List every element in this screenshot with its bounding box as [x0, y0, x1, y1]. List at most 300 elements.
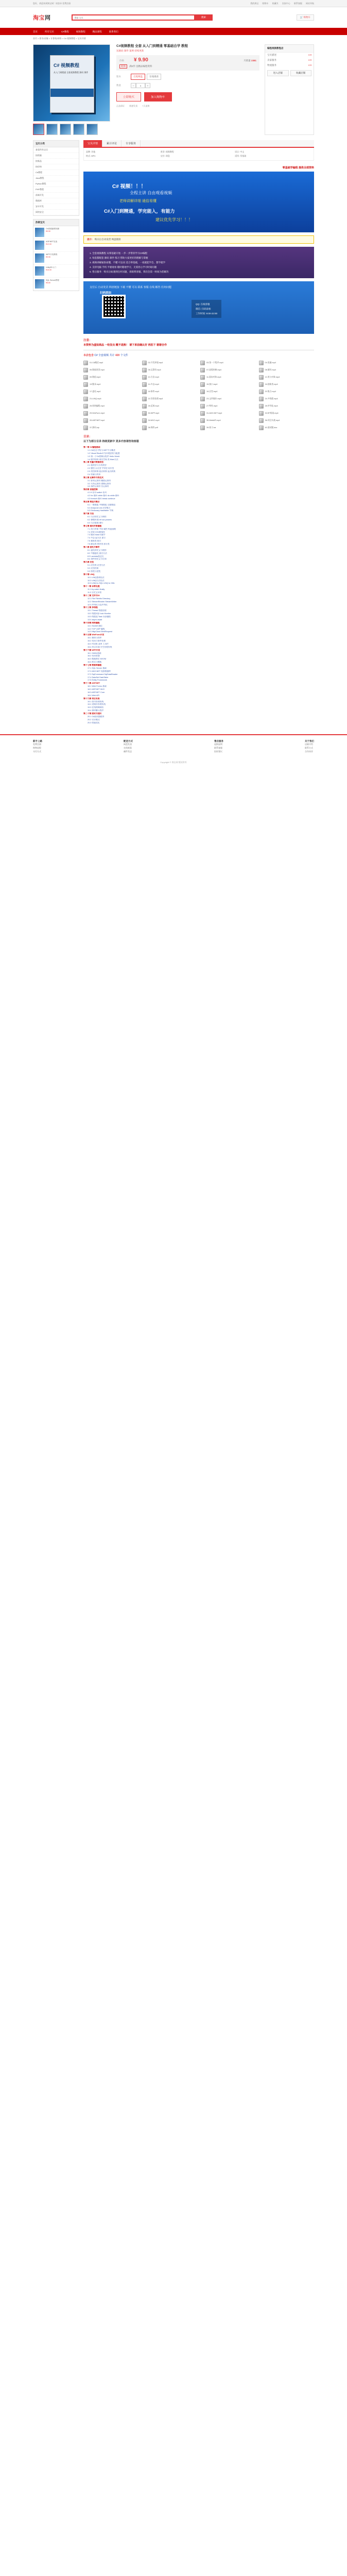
- toc-chapter[interactable]: 第十七章 数据库编程: [83, 664, 102, 666]
- file-item[interactable]: [83, 418, 139, 423]
- banner-line: 全程主讲 自由观看视频: [130, 191, 172, 195]
- file-item[interactable]: [259, 425, 315, 430]
- toc-entry[interactable]: 1.1 C#语言介绍与.NET平台概述: [88, 449, 116, 451]
- toc-entry[interactable]: 10.1 LINQ查询语法: [88, 576, 105, 579]
- product-info: [110, 44, 259, 135]
- file-icon: [83, 382, 88, 387]
- tab-service[interactable]: 专享服务: [122, 140, 141, 147]
- footer-link[interactable]: 在线观看: [124, 746, 132, 749]
- page: [0, 0, 347, 769]
- attribute-item: 适用: 零基础: [235, 155, 247, 157]
- sales-count: 月销量 2381: [244, 59, 256, 62]
- file-item[interactable]: [142, 389, 198, 394]
- toc-entry[interactable]: 2.4 常量与枚举: [88, 473, 101, 476]
- feature-line: 3. 视频讲解通俗易懂，不懂 可以问 适合零基础，一看就能学会，想学就学: [90, 261, 166, 264]
- file-icon: [83, 418, 88, 423]
- toc-entry[interactable]: 2.3 类型转换 隐式转换 显式转换: [88, 470, 116, 472]
- toc-entry[interactable]: 13.2 线程同步 lock Monitor: [88, 613, 111, 615]
- file-item[interactable]: [259, 367, 315, 372]
- hot-product-text: [46, 266, 56, 276]
- file-name: 38.课件.pdf: [148, 426, 158, 429]
- file-item[interactable]: [259, 382, 315, 387]
- file-item[interactable]: [200, 360, 256, 365]
- contact-line: 微信: 扫码添加: [196, 308, 211, 310]
- footer-link[interactable]: 支付方式: [33, 750, 41, 753]
- hot-product-text: [46, 241, 57, 250]
- hot-product-image: [35, 266, 44, 276]
- file-item[interactable]: [142, 382, 198, 387]
- file-item[interactable]: [83, 375, 139, 380]
- file-item[interactable]: [259, 396, 315, 401]
- footer-column: [124, 739, 133, 754]
- footer-link[interactable]: 购物流程: [33, 746, 41, 749]
- toc-entry[interactable]: 17.3 SqlCommand SqlDataReader: [88, 673, 118, 675]
- breadcrumb[interactable]: 首页 > 图书/音像 > 计算机/网络 > C# 视频教程 > 宝贝详情: [33, 37, 86, 40]
- toc-entry[interactable]: 8.3 Lambda表达式: [88, 555, 104, 557]
- toc-chapter[interactable]: 第十二章 文件与IO: [83, 594, 100, 597]
- feature-line: 4. 支持电脑 手机 平板观看 随时随地学习，无需担心学习时间问题: [90, 266, 157, 268]
- toc-entry[interactable]: 12.2 StreamReader StreamWriter: [88, 600, 117, 603]
- hot-product-price: ¥9.90: [46, 230, 50, 232]
- sidebar-category-item[interactable]: 网络安全: [33, 210, 79, 215]
- toc-entry[interactable]: 8.4 事件的定义与订阅: [88, 558, 107, 561]
- price: ¥ 9.90: [134, 57, 148, 63]
- plus-icon[interactable]: +: [145, 83, 150, 88]
- footer-column: [214, 739, 223, 754]
- toc-entry[interactable]: 6.1 方法的定义与调用: [88, 516, 107, 518]
- sidebar-category-item[interactable]: PHP教程: [33, 187, 79, 193]
- footer-column-title: 新手上路: [33, 739, 42, 742]
- file-icon: [142, 404, 147, 409]
- file-item[interactable]: [259, 389, 315, 394]
- file-name: 04.变量.mp4: [265, 361, 276, 364]
- hot-product-name: Unity3D入门: [46, 266, 56, 268]
- file-icon: [83, 397, 88, 401]
- toc-entry[interactable]: 7.3 继承 base关键字: [88, 534, 106, 536]
- toc-entry[interactable]: 11.2 自定义异常: [88, 591, 102, 594]
- hot-product[interactable]: [33, 265, 79, 278]
- toc-entry[interactable]: 19.1 图书管理系统: [88, 700, 104, 703]
- note-text: 购买后自动发货 网盘链接: [94, 238, 121, 241]
- hot-header: 热销宝贝: [33, 219, 79, 226]
- toc-chapter[interactable]: 第十五章 WinForm开发: [83, 634, 105, 636]
- file-item[interactable]: [200, 367, 256, 372]
- top-link[interactable]: 网站导航: [306, 2, 314, 5]
- toc-chapter[interactable]: 第七章 面向对象编程: [83, 524, 102, 527]
- footer-column: [33, 739, 42, 754]
- contact-line: QQ: 在线客服: [196, 303, 210, 306]
- toc-entry[interactable]: 7.2 封装 访问修饰符: [88, 531, 105, 533]
- toc-entry[interactable]: 14.3 HttpClient WebRequest: [88, 631, 113, 633]
- toc-entry[interactable]: 10.3 LINQ to SQL LINQ to XML: [88, 582, 115, 585]
- thumbnail[interactable]: [60, 124, 71, 135]
- description: [83, 161, 314, 725]
- toc-entry[interactable]: 20.1 C#面试题精讲: [88, 715, 105, 718]
- toc-chapter[interactable]: 第十九章 项目实战: [83, 697, 100, 700]
- hot-product[interactable]: [33, 239, 79, 252]
- top-link[interactable]: 我的淘宝: [250, 2, 259, 5]
- hot-product-image: [35, 279, 44, 289]
- toc-entry[interactable]: 11.1 try catch finally: [88, 588, 105, 591]
- file-item[interactable]: [142, 375, 198, 380]
- sidebar-category-item[interactable]: Python教程: [33, 181, 79, 187]
- toc-entry[interactable]: 17.2 ADO.NET 连接数据库: [88, 670, 111, 672]
- file-icon: [142, 361, 147, 365]
- file-name: 08.循环.mp4: [265, 368, 276, 371]
- footer-column-title: 售后服务: [214, 739, 223, 742]
- toc-entry[interactable]: 16.3 数据绑定 MVVM: [88, 658, 107, 660]
- hot-product-name: SQL Server教程: [46, 279, 59, 281]
- product-subtitle: 送源码 课件 案例 持续更新: [116, 49, 144, 53]
- toc-chapter[interactable]: 第十六章 WPF开发: [83, 649, 100, 651]
- toc-entry[interactable]: 16.4 样式与模板: [88, 661, 102, 664]
- file-item[interactable]: [83, 411, 139, 416]
- toc-entry[interactable]: 20.3 性能优化: [88, 721, 100, 724]
- option-netdisk[interactable]: 百度网盘: [131, 74, 145, 80]
- category-header: 宝贝分类: [33, 141, 79, 147]
- file-item[interactable]: [83, 382, 139, 387]
- file-item[interactable]: [83, 367, 139, 372]
- hot-product-price: ¥9.90: [46, 256, 50, 258]
- file-name: 31.ADO.NET.mp4: [206, 412, 222, 414]
- file-item[interactable]: [83, 396, 139, 401]
- file-item[interactable]: [83, 389, 139, 394]
- toc-entry[interactable]: 1.4 程序结构 命名空间 类 Main方法: [88, 458, 118, 461]
- shop-name[interactable]: 编程视频教程店: [265, 45, 314, 53]
- file-icon: [83, 361, 88, 365]
- hot-product-name: ASP.NET实战: [46, 241, 58, 243]
- detail-tabs: [83, 140, 314, 148]
- attribute-item: 语言: 中文: [235, 150, 245, 153]
- toc-entry[interactable]: 3.2 关系运算符 逻辑运算符: [88, 482, 111, 485]
- sidebar-category-item[interactable]: C#教程: [33, 170, 79, 176]
- file-item[interactable]: [142, 403, 198, 409]
- file-icon: [200, 368, 205, 372]
- toc-entry[interactable]: 13.1 Thread 线程创建: [88, 609, 107, 612]
- toc-entry[interactable]: 17.1 SQL Server 基础: [88, 667, 107, 669]
- nav-item[interactable]: 联系我们: [109, 30, 118, 33]
- toc-entry[interactable]: 9.2 泛型约束: [88, 567, 99, 569]
- footer-link[interactable]: 联系方式: [305, 746, 313, 749]
- toc-chapter[interactable]: 第十三章 多线程: [83, 606, 98, 609]
- footer-link[interactable]: 联系客服: [214, 746, 222, 749]
- hot-product-name: WPF开发教程: [46, 253, 58, 256]
- file-name: 17.委托.mp4: [90, 390, 101, 393]
- toc-entry[interactable]: 7.1 类与对象 字段 属性 构造函数: [88, 528, 116, 530]
- toc-entry[interactable]: 6.3 方法重载 递归: [88, 521, 103, 524]
- file-name: 18.事件.mp4: [148, 390, 159, 393]
- file-name: 13.继承.mp4: [90, 383, 101, 385]
- file-item[interactable]: [83, 425, 139, 430]
- search-input[interactable]: [72, 14, 195, 21]
- top-link[interactable]: 收藏夹: [272, 2, 279, 5]
- hot-product[interactable]: [33, 278, 79, 291]
- product-main-image[interactable]: [33, 44, 110, 122]
- welcome-text[interactable]: 您好，欢迎来到淘宝网！请登录 免费注册: [33, 2, 71, 5]
- enter-shop-button[interactable]: 进入店铺: [267, 70, 289, 76]
- file-name: 21.LINQ.mp4: [90, 398, 101, 400]
- guarantee-item: 极速发货: [129, 105, 138, 108]
- toc-entry[interactable]: 15.2 布局与事件处理: [88, 640, 106, 642]
- file-icon: [142, 426, 147, 430]
- nav-item[interactable]: 所有宝贝: [45, 30, 54, 33]
- toc-entry[interactable]: 5.1 一维数组 多维数组 交错数组: [88, 503, 116, 506]
- footer-link[interactable]: 退换说明: [214, 743, 222, 746]
- sidebar-category-item[interactable]: 前端开发: [33, 193, 79, 198]
- toc-entry[interactable]: 9.3 协变与逆变: [88, 570, 101, 572]
- hot-product-price: ¥8.80: [46, 281, 50, 284]
- toc-entry[interactable]: 19.3 在线商城网站: [88, 706, 104, 709]
- toc-entry[interactable]: 3.1 算术运算符 赋值运算符: [88, 479, 111, 482]
- file-name: 32.EF框架.mp4: [265, 412, 279, 414]
- toc-chapter[interactable]: 第六章 方法: [83, 513, 94, 515]
- guarantee-item: 7天退换: [142, 105, 150, 108]
- toc-entry[interactable]: 12.1 File FileInfo Directory: [88, 597, 111, 600]
- footer-link[interactable]: 免费注册: [33, 743, 41, 746]
- toc-entry[interactable]: 19.4 即时聊天程序: [88, 709, 104, 712]
- toc-entry[interactable]: 7.4 多态 虚方法 重写: [88, 537, 106, 539]
- top-link[interactable]: 联系客服: [293, 2, 302, 5]
- toc-entry[interactable]: 13.4 async await: [88, 618, 102, 621]
- tab-reviews[interactable]: 累计评论: [102, 140, 122, 147]
- file-name: 07.流程控制.mp4: [206, 368, 221, 371]
- toc-entry[interactable]: 15.3 对话框 菜单 工具栏: [88, 642, 109, 645]
- file-item[interactable]: [259, 418, 315, 423]
- toc-chapter[interactable]: 第四章 流程控制: [83, 488, 98, 491]
- sidebar-category-item[interactable]: 安卓开发: [33, 204, 79, 210]
- file-name: 03.第一个程序.mp4: [206, 361, 223, 364]
- toc-entry[interactable]: 14.2 TCP UDP 编程: [88, 628, 105, 630]
- toc-entry[interactable]: 15.4 项目实战 学生管理系统: [88, 646, 112, 648]
- sidebar: [33, 140, 79, 728]
- file-item[interactable]: [200, 389, 256, 394]
- footer-link[interactable]: 店铺介绍: [305, 743, 313, 746]
- toc-chapter[interactable]: 第二十章 面试与进阶: [83, 713, 102, 715]
- attribute-item: 格式: MP4: [86, 155, 96, 157]
- file-item[interactable]: [200, 418, 256, 423]
- toc-entry[interactable]: 4.1 if 语句 switch 语句: [88, 492, 107, 494]
- file-item[interactable]: [259, 403, 315, 409]
- thumbnail-strip: [33, 124, 110, 135]
- toc-entry[interactable]: 14.1 Socket 通信: [88, 624, 102, 627]
- product-title: C#视频教程 全套 从入门到精通 零基础自学 教程: [116, 44, 188, 48]
- toc-entry[interactable]: 5.3 Dictionary Hashtable 字典: [88, 510, 114, 512]
- file-item[interactable]: [200, 411, 256, 416]
- toc-entry[interactable]: 18.1 Web Forms 基础: [88, 685, 107, 688]
- quantity-stepper: [131, 83, 150, 88]
- nav-item[interactable]: 精品课程: [92, 30, 102, 33]
- hot-product-text: [46, 228, 59, 237]
- thumbnail[interactable]: [46, 124, 58, 135]
- add-to-cart-button[interactable]: 加入购物车: [144, 92, 172, 101]
- hot-product[interactable]: [33, 226, 79, 239]
- file-name: 05.数据类型.mp4: [90, 368, 105, 371]
- toc-entry[interactable]: 20.2 设计模式: [88, 718, 100, 721]
- tab-detail[interactable]: 宝贝详情: [83, 140, 102, 147]
- site-logo[interactable]: 淘宝网: [33, 15, 51, 21]
- toc-entry[interactable]: 4.2 for 循环 while 循环 do while 循环: [88, 495, 119, 497]
- file-item[interactable]: [142, 367, 198, 372]
- file-icon: [142, 389, 147, 394]
- top-link[interactable]: 卖家中心: [282, 2, 290, 5]
- toc-entry[interactable]: 3.3 条件运算符 位运算符: [88, 485, 109, 488]
- file-icon: [200, 361, 205, 365]
- search-button[interactable]: 搜索: [195, 14, 213, 21]
- toc-chapter[interactable]: 第三章 运算符与表达式: [83, 476, 104, 479]
- promo-row: [119, 64, 256, 69]
- feature-line: 5. 售后服务：购买后如遇到任何问题，请联系客服，我们会第一时间为您解决: [90, 270, 169, 273]
- sidebar-category-item[interactable]: 按价格: [33, 164, 79, 170]
- banner-line: 建议优先学习！！！: [155, 217, 193, 222]
- toc-entry[interactable]: 8.1 委托的定义与使用: [88, 549, 107, 551]
- file-item[interactable]: [259, 360, 315, 365]
- cover-subtitle: 从入门到精通 全套视频教程 源码 课件: [54, 71, 89, 74]
- hot-product-price: ¥12.00: [46, 243, 51, 245]
- thumbnail[interactable]: [33, 124, 44, 135]
- toc-entry[interactable]: 2.2 整型 浮点型 字符型 布尔型: [88, 467, 114, 470]
- sidebar-category-item[interactable]: 按新品: [33, 159, 79, 164]
- footer-link[interactable]: 邮件发送: [124, 750, 132, 753]
- toc-chapter[interactable]: 第五章 数组与集合: [83, 500, 100, 503]
- file-summary: 本店包含 C# 全套视频 共计 420 个文件: [83, 354, 128, 357]
- file-icon: [200, 418, 205, 423]
- hot-product-image: [35, 253, 44, 263]
- nav-item[interactable]: C#教程: [61, 30, 69, 33]
- file-icon: [259, 426, 264, 430]
- file-name: 11.面向对象.mp4: [206, 376, 221, 378]
- file-item[interactable]: [200, 375, 256, 380]
- toc-entry[interactable]: 18.4 Web API: [88, 694, 100, 697]
- toc-entry[interactable]: 17.5 Entity Framework: [88, 679, 107, 682]
- file-icon: [83, 389, 88, 394]
- file-item[interactable]: [200, 425, 256, 430]
- file-name: 34.MVC.mp4: [148, 419, 160, 421]
- toc-chapter[interactable]: 第一章 C#编程基础: [83, 446, 100, 448]
- file-icon: [200, 426, 205, 430]
- toc-chapter[interactable]: 第九章 泛型: [83, 561, 94, 564]
- footer-link[interactable]: 网盘发货: [124, 743, 132, 746]
- file-name: 14.多态.mp4: [148, 383, 159, 385]
- toc-entry[interactable]: 1.2 Visual Studio开发环境安装与配置: [88, 452, 120, 454]
- file-item[interactable]: [142, 360, 198, 365]
- file-item[interactable]: [200, 382, 256, 387]
- file-item[interactable]: [142, 396, 198, 401]
- file-item[interactable]: [259, 375, 315, 380]
- price-row: [119, 57, 256, 63]
- top-link[interactable]: 购物车: [262, 2, 269, 5]
- toc-entry[interactable]: 18.3 ASP.NET Core: [88, 691, 105, 693]
- file-item[interactable]: [142, 425, 198, 430]
- toc-chapter[interactable]: 第十四章 网络编程: [83, 621, 100, 624]
- file-item[interactable]: [200, 396, 256, 401]
- buy-now-button[interactable]: 立即购买: [116, 92, 141, 101]
- minus-icon[interactable]: −: [131, 83, 136, 88]
- option-online[interactable]: 在线观看: [147, 74, 161, 80]
- file-icon: [200, 397, 205, 401]
- toc-entry[interactable]: 4.3 foreach 循环 break continue: [88, 497, 115, 500]
- footer-link[interactable]: 合作伙伴: [305, 750, 313, 753]
- quantity-input[interactable]: 1: [136, 83, 145, 88]
- file-icon: [259, 397, 264, 401]
- toc-entry[interactable]: 19.2 进销存管理系统: [88, 703, 106, 706]
- toc-entry[interactable]: 2.1 值类型与引用类型: [88, 464, 107, 467]
- file-icon: [200, 382, 205, 387]
- hot-product-image: [35, 228, 44, 237]
- nav-item[interactable]: 首页: [33, 30, 38, 33]
- toc-entry[interactable]: 17.4 DataSet DataTable: [88, 676, 109, 679]
- file-item[interactable]: [142, 418, 198, 423]
- cover-band: [50, 89, 94, 97]
- sidebar-category-item[interactable]: Java教程: [33, 176, 79, 181]
- toc-entry[interactable]: 6.2 参数传递 ref out params: [88, 519, 112, 521]
- file-item[interactable]: [200, 403, 256, 409]
- toc-entry[interactable]: 16.2 布局容器: [88, 655, 100, 657]
- sidebar-category-item[interactable]: 查看所有宝贝: [33, 147, 79, 153]
- toc-entry[interactable]: 9.1 泛型类 泛型方法: [88, 564, 105, 567]
- toc-chapter[interactable]: 第十一章 异常处理: [83, 585, 100, 588]
- file-item[interactable]: [142, 411, 198, 416]
- hot-product-text: [46, 253, 57, 263]
- toc-chapter[interactable]: 第二章 变量与数据类型: [83, 461, 104, 464]
- qr-code-icon[interactable]: [102, 295, 126, 318]
- shop-rating: 卖家服务 4.9: [267, 59, 311, 61]
- toc-entry[interactable]: 13.3 线程池 Task 异步编程: [88, 616, 111, 618]
- file-icon: [259, 404, 264, 409]
- toc-entry[interactable]: 12.3 序列化与反序列化: [88, 603, 108, 606]
- file-item[interactable]: [83, 403, 139, 409]
- hot-product[interactable]: [33, 252, 79, 265]
- note-label: 提示：: [87, 238, 94, 241]
- guarantee-item: 正品保证: [116, 105, 125, 108]
- copyright: Copyright © 淘宝网 版权所有: [160, 760, 187, 764]
- search-bar: [72, 14, 213, 21]
- toc-entry[interactable]: 16.1 XAML基础: [88, 652, 101, 654]
- thumbnail[interactable]: [86, 124, 98, 135]
- toc-entry[interactable]: 18.2 ASP.NET MVC: [88, 688, 105, 690]
- toc-head: 目录：: [83, 435, 92, 438]
- toc-chapter[interactable]: 第十章 LINQ: [83, 573, 95, 575]
- toc-entry[interactable]: 7.6 静态类 密封类 部分类: [88, 543, 110, 545]
- file-item[interactable]: [83, 360, 139, 365]
- shop-rating: 物流服务 4.9: [267, 64, 311, 66]
- footer-link[interactable]: 投诉建议: [214, 750, 222, 753]
- file-name: 16.抽象类.mp4: [265, 383, 278, 385]
- sidebar-category-item[interactable]: 数据库: [33, 198, 79, 204]
- feature-line: 1. 全套视频教程 从零基础开始 一步一步带你学习C#编程: [90, 252, 148, 255]
- file-item[interactable]: [259, 411, 315, 416]
- file-name: 19.泛型.mp4: [206, 390, 218, 393]
- toc-entry[interactable]: 5.2 ArrayList List 泛型集合: [88, 506, 111, 509]
- toc-chapter[interactable]: 第八章 委托与事件: [83, 546, 100, 548]
- file-name: 26.反射.mp4: [148, 404, 159, 407]
- sidebar-category-item[interactable]: 按销量: [33, 153, 79, 159]
- attribute-item: 品牌: 其他: [86, 150, 96, 153]
- cart-button[interactable]: 🛒 购物车: [297, 14, 314, 21]
- toc-entry[interactable]: 7.5 抽象类 接口: [88, 540, 101, 543]
- hot-product-price: ¥15.00: [46, 268, 51, 271]
- favorite-shop-button[interactable]: 收藏店铺: [290, 70, 312, 76]
- hot-product-image: [35, 241, 44, 250]
- toc-chapter[interactable]: 第十八章 ASP.NET: [83, 682, 100, 685]
- nav-item[interactable]: 视频教程: [76, 30, 85, 33]
- toc-entry[interactable]: 8.2 多播委托 匿名方法: [88, 552, 107, 554]
- toc-entry[interactable]: 15.1 窗体与控件: [88, 637, 102, 639]
- thumbnail[interactable]: [73, 124, 84, 135]
- toc-entry[interactable]: 10.2 LINQ方法语法: [88, 579, 105, 582]
- attribute-list: [83, 148, 314, 161]
- toc-entry[interactable]: 1.3 第一个C#控制台程序 Hello World: [88, 455, 120, 457]
- banner-line: 老师讲解详细 通俗易懂: [119, 199, 157, 203]
